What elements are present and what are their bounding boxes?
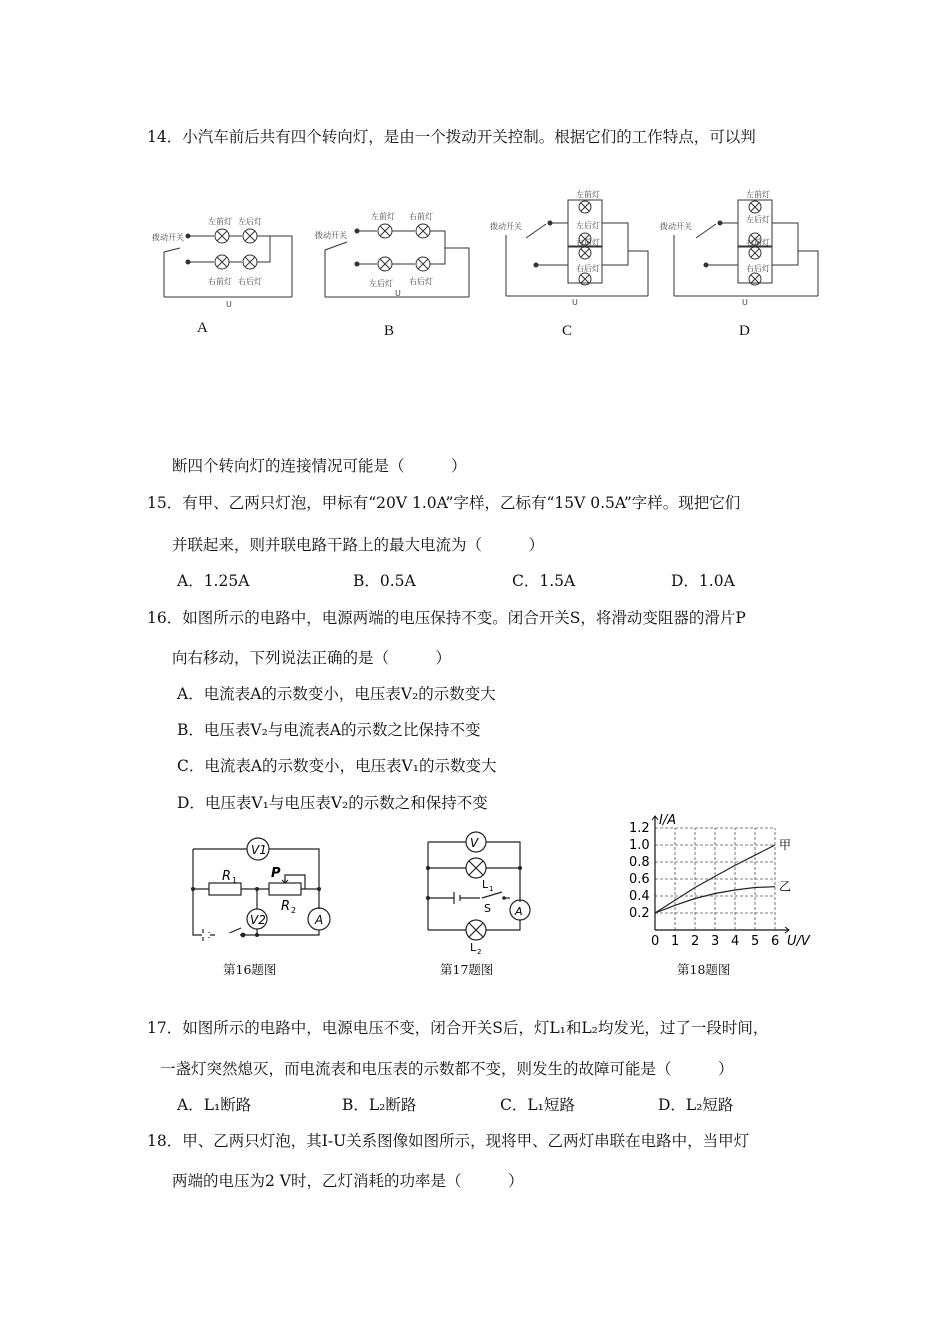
fig16-r2-sub: 2 [291, 906, 297, 915]
a-rr-label: 右后灯 [238, 277, 262, 286]
q18-line2: 两端的电压为2 V时，乙灯消耗的功率是（ ） [172, 1172, 524, 1190]
q15-line2: 并联起来，则并联电路干路上的最大电流为（ ） [172, 536, 545, 554]
q16-option-a: A．电流表A的示数变小，电压表V₂的示数变大 [177, 685, 496, 703]
fig17-caption: 第17题图 [440, 962, 494, 977]
c-rf-label: 右前灯 [576, 238, 600, 247]
b-switch-label: 拨动开关 [315, 231, 347, 240]
y-tick-label: 1.2 [629, 821, 650, 836]
c-u-label: U [572, 298, 578, 307]
circuit-b [313, 200, 478, 310]
y-tick-label: 0.2 [629, 906, 650, 921]
x-tick-label: 0 [651, 934, 660, 949]
q16-line1: 16．如图所示的电路中，电源两端的电压保持不变。闭合开关S，将滑动变阻器的滑片P [147, 609, 746, 627]
q14-option-d: D [739, 323, 750, 339]
y-tick-label: 0.6 [629, 872, 650, 887]
series-label-2: 乙 [779, 879, 792, 894]
circuit-c [490, 185, 660, 305]
fig16-p: P [271, 866, 281, 881]
x-tick-label: 3 [711, 934, 720, 949]
x-tick-label: 2 [691, 934, 700, 949]
chart-axes [652, 816, 792, 933]
q17-line2: 一盏灯突然熄灭，而电流表和电压表的示数都不变，则发生的故障可能是（ ） [160, 1060, 734, 1078]
series-label-1: 甲 [779, 838, 792, 852]
fig18-caption: 第18题图 [677, 962, 731, 977]
fig17-a: A [515, 905, 523, 918]
fig17-s: S [484, 902, 491, 915]
q14-option-a: A [197, 320, 208, 336]
q15-option-c: C．1.5A [512, 572, 576, 590]
fig16-r1-sub: 1 [232, 876, 238, 885]
q17-option-d: D．L₂短路 [658, 1096, 734, 1114]
fig17-l2: L [470, 941, 477, 954]
q15-option-b: B．0.5A [353, 572, 416, 590]
y-tick-label: 0.8 [629, 855, 650, 870]
circuit-d [660, 185, 830, 305]
q17-option-b: B．L₂断路 [342, 1096, 417, 1114]
q15-option-a: A．1.25A [177, 572, 250, 590]
q16-option-c: C．电流表A的示数变小，电压表V₁的示数变大 [177, 757, 497, 775]
y-tick-label: 1.0 [629, 838, 650, 853]
q15-line1: 15．有甲、乙两只灯泡，甲标有“20V 1.0A”字样，乙标有“15V 0.5A”字样。现把它们 [147, 494, 741, 512]
q17-option-c: C．L₁短路 [500, 1096, 575, 1114]
b-u-label: U [395, 289, 401, 298]
figure-18-chart [625, 812, 810, 952]
q14-line1: 14．小汽车前后共有四个转向灯，是由一个拨动开关控制。根据它们的工作特点，可以判 [147, 128, 756, 146]
fig16-r1: R [222, 869, 232, 884]
q16-line2: 向右移动，下列说法正确的是（ ） [172, 649, 452, 667]
d-u-label: U [742, 298, 748, 307]
x-axis-label: U/V [787, 934, 810, 949]
fig17-l1: L [482, 878, 489, 891]
a-rf-label: 右前灯 [208, 277, 232, 286]
q18-line1: 18．甲、乙两只灯泡，其I-U关系图像如图所示，现将甲、乙两灯串联在电路中，当甲灯 [147, 1132, 750, 1150]
figure-17-circuit [420, 830, 535, 956]
fig16-v2: V2 [250, 913, 266, 927]
fig17-l2-sub: 2 [477, 948, 482, 956]
circuit-a [150, 200, 310, 310]
fig16-v1: V1 [251, 843, 267, 857]
c-rr-label: 右后灯 [576, 264, 600, 273]
fig16-a: A [315, 913, 324, 927]
q14-option-b: B [384, 323, 395, 339]
c-lr-label: 左后灯 [576, 221, 600, 230]
b-rr-label: 右后灯 [409, 277, 433, 286]
a-u-label: U [226, 300, 232, 309]
d-lf-label: 左前灯 [746, 190, 770, 199]
x-tick-label: 1 [671, 934, 680, 949]
fig17-l1-sub: 1 [489, 885, 494, 893]
b-lf-label: 左前灯 [371, 212, 395, 221]
d-rr-label: 左后灯 [746, 215, 770, 224]
a-lf-label: 左前灯 [208, 217, 232, 226]
figure-16-circuit [185, 835, 335, 950]
q14-option-c: C [562, 323, 573, 339]
chart-grid [655, 828, 775, 930]
chart-labels [629, 813, 811, 949]
fig16-caption: 第16题图 [223, 962, 277, 977]
c-switch-label: 拨动开关 [490, 222, 522, 231]
d-switch-label: 拨动开关 [660, 222, 692, 231]
y-tick-label: 0.4 [629, 889, 650, 904]
a-lr-label: 左后灯 [238, 217, 262, 226]
d-lr-label: 右后灯 [746, 264, 770, 273]
fig17-v: V [470, 836, 479, 850]
y-axis-label: I/A [659, 813, 677, 828]
a-switch-label: 拨动开关 [152, 233, 184, 242]
q16-option-b: B．电压表V₂与电流表A的示数之比保持不变 [177, 721, 481, 739]
q17-option-a: A．L₁断路 [177, 1096, 252, 1114]
b-rf-label: 右前灯 [409, 212, 433, 221]
q15-option-d: D．1.0A [671, 572, 735, 590]
b-lr-label: 左后灯 [369, 279, 393, 288]
c-lf-label: 左前灯 [576, 190, 600, 199]
q14-line2: 断四个转向灯的连接情况可能是（ ） [172, 457, 467, 475]
q16-option-d: D．电压表V₁与电压表V₂的示数之和保持不变 [177, 794, 488, 812]
fig16-r2: R [281, 899, 291, 914]
q17-line1: 17．如图所示的电路中，电源电压不变，闭合开关S后，灯L₁和L₂均发光，过了一段时间， [147, 1019, 769, 1037]
x-tick-label: 5 [751, 934, 760, 949]
d-rf-label: 右前灯 [746, 238, 770, 247]
x-tick-label: 6 [771, 934, 780, 949]
x-tick-label: 4 [731, 934, 740, 949]
